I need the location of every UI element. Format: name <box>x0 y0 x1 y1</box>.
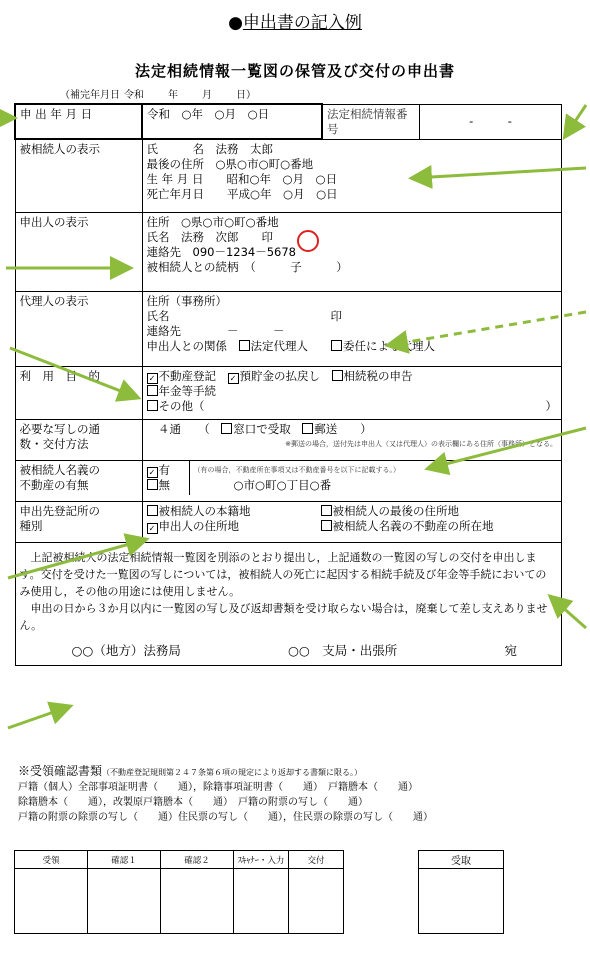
checkbox-legal-agent[interactable] <box>239 340 250 351</box>
checkbox-delegated-agent[interactable] <box>331 340 342 351</box>
copies-info[interactable]: ４通 （ 窓口で受取 郵送 ） ※郵送の場合，送付先は申出人（又は代理人）の表示欄にある住所（事務所）となる。 <box>142 420 562 461</box>
application-form-table <box>14 103 562 666</box>
date-value[interactable]: 令和 ○年 ○月 ○日 <box>142 104 322 139</box>
registry-options[interactable]: 被相続人の本籍地 被相続人の最後の住所地 ✓ 申出人の住所地 被相続人名義の不動産の所在地 <box>142 502 562 543</box>
seal-circle <box>297 230 319 252</box>
form-title: 法定相続情報一覧図の保管及び交付の申出書 <box>134 62 455 80</box>
checkbox-pension[interactable] <box>147 385 158 396</box>
deceased-info[interactable]: 氏 名 法務 太郎 最後の住所 ○県○市○町○番地 生 年 月 日 昭和○年 ○月 ○日 死亡年月日 平成○年 ○月 ○日 <box>142 139 562 213</box>
checkbox-no-property[interactable] <box>147 479 158 490</box>
applicant-label: 申出人の表示 <box>15 213 142 292</box>
deceased-label: 被相続人の表示 <box>15 139 142 213</box>
checkbox-mail[interactable] <box>302 423 313 434</box>
arrow-office <box>8 707 68 728</box>
checkbox-counter[interactable] <box>221 423 232 434</box>
property-label: 被相続人名義の 不動産の有無 <box>15 461 142 502</box>
checkbox-applicant-address[interactable]: ✓ <box>147 523 158 534</box>
date-label: 申 出 年 月 日 <box>15 104 142 139</box>
heading-bullet: ● <box>228 13 243 33</box>
checkbox-deposit[interactable]: ✓ <box>228 373 239 384</box>
checkbox-property-location[interactable] <box>321 520 332 531</box>
heading-text: 申出書の記入例 <box>242 13 362 33</box>
checkbox-last-address[interactable] <box>321 505 332 516</box>
supplement-date-note: （補完年月日 令和 年 月 日） <box>60 90 256 101</box>
checkbox-other[interactable] <box>147 400 158 411</box>
checkbox-domicile[interactable] <box>147 505 158 516</box>
confirm-docs: ※受領確認書類（不動産登記規則第２４７条第６項の規定により返却する書類に限る。） 戸籍（個人）全部事項証明書（ 通），除籍事項証明書（ 通） 戸籍謄本（ 通） 除籍謄本（ 通），改製原戸籍謄本（ 通） 戸籍の附票の写し（ 通） 戸籍の附票の除票の写し（ 通）住民票の写し（ 通），住民票の除票の写し（ 通） <box>18 764 433 823</box>
property-info[interactable]: ✓ 有 無 （有の場合，不動産所在事項又は不動産番号を以下に記載する。） ○市○町○丁目○番 <box>142 461 562 502</box>
arrow-info-number <box>566 105 586 135</box>
statement-cell: 上記被相続人の法定相続情報一覧図を別添のとおり提出し，上記通数の一覧図の写しの交付を申出します。交付を受けた一覧図の写しについては，被相続人の死亡に起因する相続手続及び年金等手続においてのみ使用し，その他の用途には使用しません。 申出の日から３か月以内に一覧図の写し及び返却書類を受け取らない場合は，廃棄して差し支えありません。 ○○（地方）法務局 ○○ 支局・出張所 宛 <box>15 543 562 666</box>
applicant-info[interactable]: 住所 ○県○市○町○番地 氏名 法務 次郎 印 連絡先 090－1234－5678 被相続人との続柄 （ 子 ） <box>142 213 562 292</box>
info-number-label: 法定相続情報番号 <box>323 105 420 139</box>
registry-label: 申出先登記所の 種別 <box>15 502 142 543</box>
checkbox-has-property[interactable]: ✓ <box>147 467 158 478</box>
copies-label: 必要な写しの通 数・交付方法 <box>15 420 142 461</box>
receipt-table: 受領 確認１ 確認２ ｽｷｬﾅｰ・入力 交付 受取 <box>14 850 504 934</box>
checkbox-real-estate[interactable]: ✓ <box>147 373 158 384</box>
purpose-options[interactable]: ✓ 不動産登記 ✓ 預貯金の払戻し 相続税の申告 年金等手続 その他（ ） <box>142 367 562 420</box>
office-line: ○○（地方）法務局 ○○ 支局・出張所 宛 <box>71 643 517 658</box>
purpose-label: 利 用 目 的 <box>15 367 142 420</box>
checkbox-inheritance-tax[interactable] <box>332 370 343 381</box>
info-number-cell <box>322 104 562 139</box>
page-heading <box>0 8 590 33</box>
info-number-value: - - <box>469 114 512 128</box>
agent-info[interactable]: 住所（事務所） 氏名 印 連絡先 － － 申出人との関係 法定代理人 委任による代理人 <box>142 292 562 367</box>
agent-label: 代理人の表示 <box>15 292 142 367</box>
